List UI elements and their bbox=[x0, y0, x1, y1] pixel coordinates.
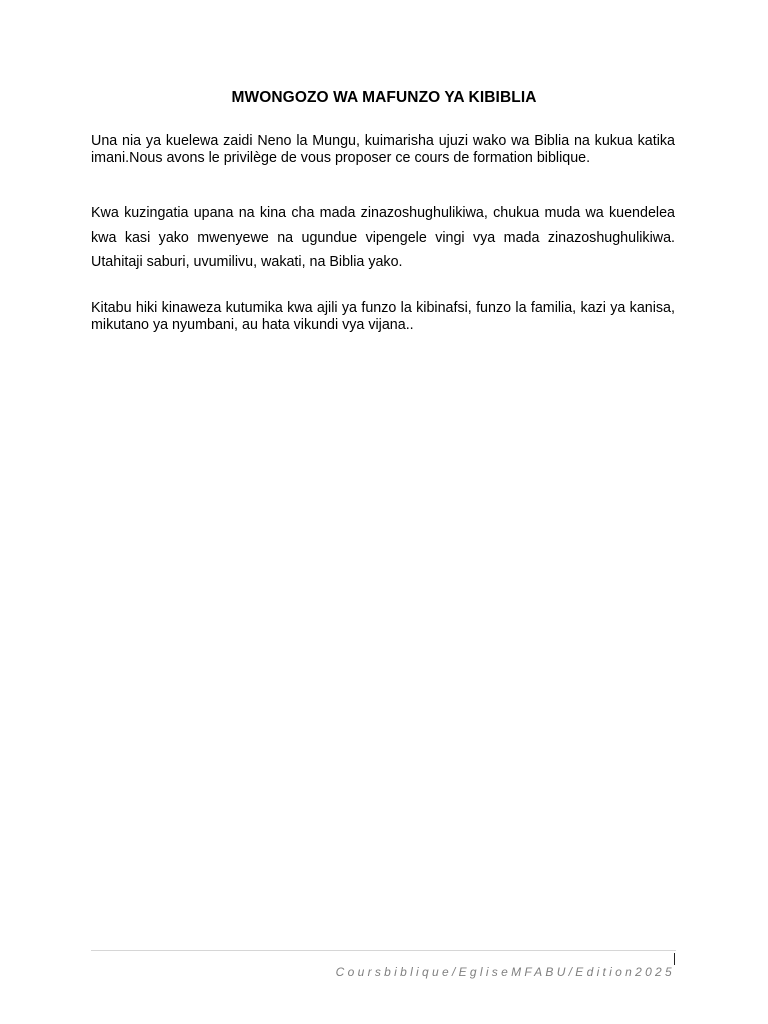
footer-divider bbox=[91, 950, 676, 951]
paragraph-introduction: Una nia ya kuelewa zaidi Neno la Mungu, kuimarisha ujuzi wako wa Biblia na kukua katika imani.Nous avons le privilège de vous proposer ce cours de formation biblique. bbox=[91, 133, 675, 166]
document-title: MWONGOZO WA MAFUNZO YA KIBIBLIA bbox=[231, 89, 537, 106]
paragraph-usage: Kitabu hiki kinaweza kutumika kwa ajili ya funzo la kibinafsi, funzo la familia, kazi ya kanisa, mikutano ya nyumbani, au hata vikundi vya vijana.. bbox=[91, 300, 675, 333]
paragraph-study-pace: Kwa kuzingatia upana na kina cha mada zinazoshughulikiwa, chukua muda wa kuendelea kwa kasi yako mwenyewe na ugundue vipengele vingi vya mada zinazoshughulikiwa. Utahitaji saburi, uvumilivu, wakati, na Biblia yako. bbox=[91, 205, 675, 270]
page-number-marker bbox=[674, 953, 675, 965]
footer-text: Coursbiblique/EgliseMFABU/Edition2025 bbox=[335, 965, 675, 979]
